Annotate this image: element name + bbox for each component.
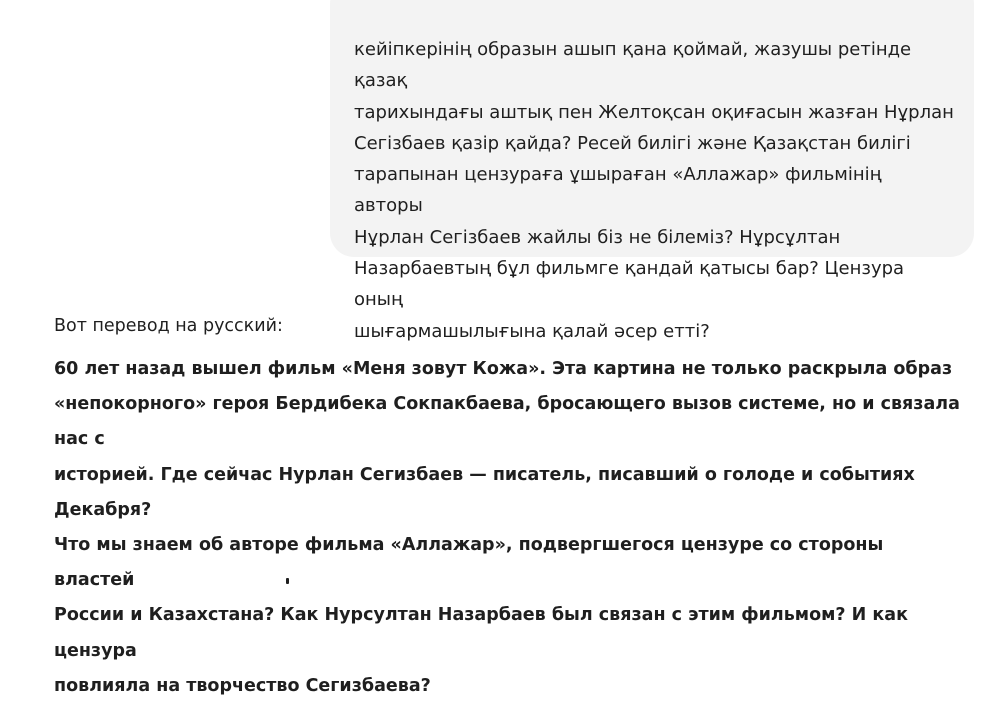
user-message-bubble <box>330 0 974 342</box>
user-message-text: кейіпкерінің образын ашып қана қоймай, жазушы ретінде қазақ тарихындағы аштық пен Желтоқсан оқиғасын жазған Нұрлан Сегізбаев қазір қайда? Ресей билігі және Қазақстан билігі тарапынан цензураға ұшыраған «Аллажар» фильмінің авторы Нұрлан Сегізбаев жайлы біз не білеміз? Нұрсұлтан Назарбаевтың бұл фильмге қандай қатысы бар? Цензура оның шығармашылығына қалай әсер етті? <box>354 39 954 342</box>
assistant-message <box>54 311 964 704</box>
assistant-intro-text: Вот перевод на русский: <box>54 316 283 336</box>
truncated-next-line <box>286 578 289 584</box>
assistant-translation-text: 60 лет назад вышел фильм «Меня зовут Кожа». Эта картина не только раскрыла образ «непокорного» героя Бердибека Сокпакбаева, бросающего вызов системе, но и связала нас с историей. Где сейчас Нурлан Сегизбаев — писатель, писавший о голоде и событиях Декабря? Что мы знаем об авторе фильма «Аллажар», подвергшегося цензуре со стороны властей России и Казахстана? Как Нурсултан Назарбаев был связан с этим фильмом? И как цензура повлияла на творчество Сегизбаева? <box>54 359 960 696</box>
